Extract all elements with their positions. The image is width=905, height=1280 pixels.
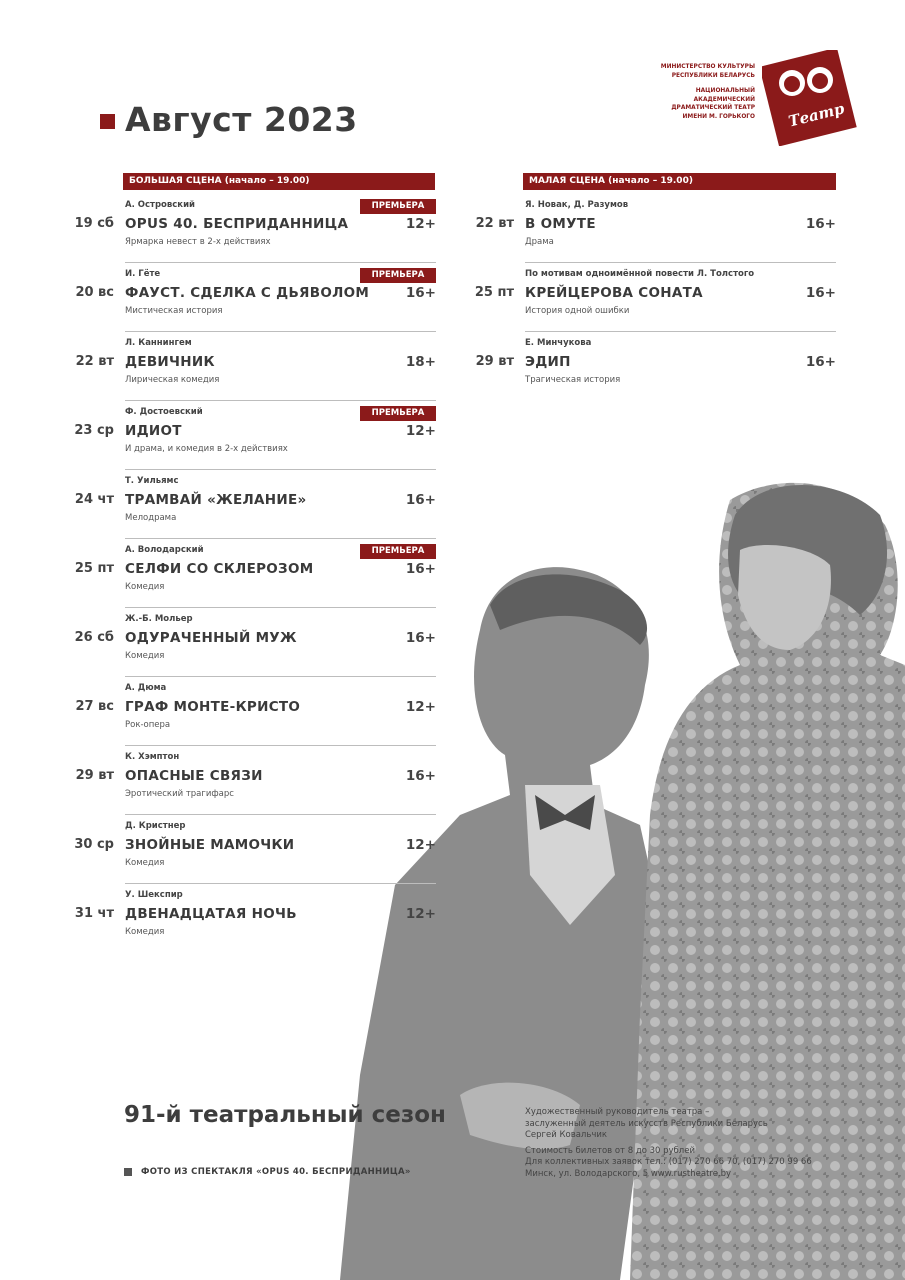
age-rating: 16+: [405, 492, 436, 508]
age-rating: 16+: [805, 285, 836, 301]
photo-caption-text: ФОТО ИЗ СПЕКТАКЛЯ «OPUS 40. БЕСПРИДАННИЦА»: [141, 1167, 411, 1177]
event-row: [60, 332, 436, 401]
event-title: ГРАФ МОНТЕ-КРИСТО: [125, 699, 301, 715]
age-rating: 16+: [805, 354, 836, 370]
event-title: ФАУСТ. СДЕЛКА С ДЬЯВОЛОМ: [125, 285, 370, 301]
event-date: 29 вт: [75, 768, 114, 783]
event-row: [460, 263, 836, 332]
event-title: ДЕВИЧНИК: [125, 354, 215, 370]
ministry-line: МИНИСТЕРСТВО КУЛЬТУРЫ: [660, 62, 755, 70]
event-genre: Комедия: [125, 927, 165, 937]
event-genre: Комедия: [125, 858, 165, 868]
event-genre: Комедия: [125, 582, 165, 592]
event-author: По мотивам одноимённой повести Л. Толстого: [525, 269, 755, 279]
credits-line: Стоимость билетов от 8 до 30 рублей: [525, 1145, 695, 1156]
age-rating: 16+: [805, 216, 836, 232]
event-date: 25 пт: [474, 285, 514, 300]
event-author: А. Володарский: [125, 545, 204, 555]
event-title: КРЕЙЦЕРОВА СОНАТА: [525, 285, 703, 301]
event-title: ЭДИП: [525, 354, 571, 370]
event-date: 26 сб: [74, 630, 114, 645]
age-rating: 18+: [405, 354, 436, 370]
premiere-badge: ПРЕМЬЕРА: [360, 268, 436, 283]
event-author: К. Хэмптон: [125, 752, 180, 762]
event-genre: Мелодрама: [125, 513, 177, 523]
event-author: Е. Минчукова: [525, 338, 592, 348]
age-rating: 12+: [405, 216, 436, 232]
premiere-badge: ПРЕМЬЕРА: [360, 544, 436, 559]
big-stage-events: [60, 194, 436, 953]
event-date: 20 вс: [75, 285, 114, 300]
theatre-line: АКАДЕМИЧЕСКИЙ: [693, 94, 755, 103]
page-title: Август 2023: [125, 100, 358, 139]
event-title: ОДУРАЧЕННЫЙ МУЖ: [125, 630, 297, 646]
credits: [525, 1107, 825, 1180]
season-label: 91-й театральный сезон: [124, 1102, 446, 1128]
caption-marker: [124, 1168, 132, 1176]
theatre-line: НАЦИОНАЛЬНЫЙ: [695, 86, 755, 94]
ministry-line: РЕСПУБЛИКИ БЕЛАРУСЬ: [671, 70, 755, 79]
theatre-logo: [762, 50, 858, 146]
credits-line: Сергей Ковальчик: [525, 1130, 608, 1140]
small-stage-header: МАЛАЯ СЦЕНА (начало – 19.00): [523, 173, 836, 190]
theatre-line: ДРАМАТИЧЕСКИЙ ТЕАТР: [671, 103, 755, 111]
event-author: И. Гёте: [125, 269, 161, 279]
event-title: ИДИОТ: [125, 423, 182, 439]
event-author: Л. Каннингем: [125, 338, 192, 348]
event-genre: И драма, и комедия в 2-х действиях: [125, 444, 288, 454]
organization-name: [650, 62, 755, 120]
event-date: 23 ср: [74, 423, 114, 438]
event-author: Ф. Достоевский: [125, 407, 203, 417]
event-genre: Эротический трагифарс: [125, 789, 234, 799]
event-row: [60, 194, 436, 263]
event-row: [60, 470, 436, 539]
event-date: 19 сб: [74, 216, 114, 231]
event-genre: Драма: [525, 237, 554, 247]
credits-line: заслуженный деятель искусств Республики Беларусь: [525, 1118, 768, 1129]
event-title: В ОМУТЕ: [525, 216, 596, 232]
event-genre: Трагическая история: [525, 375, 621, 385]
premiere-badge: ПРЕМЬЕРА: [360, 406, 436, 421]
age-rating: 16+: [405, 561, 436, 577]
event-date: 30 ср: [74, 837, 114, 852]
event-row: [60, 263, 436, 332]
event-author: А. Дюма: [125, 683, 167, 693]
age-rating: 12+: [405, 699, 436, 715]
event-row: [60, 401, 436, 470]
age-rating: 16+: [405, 630, 436, 646]
event-title: OPUS 40. БЕСПРИДАННИЦА: [125, 216, 349, 232]
credits-line: Минск, ул. Володарского, 5 www.rustheatre.by: [525, 1168, 732, 1179]
event-row: [460, 194, 836, 263]
event-genre: Лирическая комедия: [125, 375, 220, 385]
event-date: 25 пт: [74, 561, 114, 576]
event-author: Ж.-Б. Мольер: [125, 614, 193, 624]
event-date: 31 чт: [74, 906, 114, 921]
event-date: 27 вс: [75, 699, 114, 714]
credits-line: Художественный руководитель театра –: [525, 1107, 710, 1117]
event-row: [60, 677, 436, 746]
event-date: 29 вт: [475, 354, 514, 369]
age-rating: 16+: [405, 285, 436, 301]
photo-caption: [124, 1167, 411, 1177]
theatre-line: ИМЕНИ М. ГОРЬКОГО: [682, 111, 755, 120]
event-title: ДВЕНАДЦАТАЯ НОЧЬ: [125, 906, 297, 922]
age-rating: 12+: [405, 906, 436, 922]
event-row: [60, 746, 436, 815]
event-date: 22 вт: [75, 354, 114, 369]
event-genre: Мистическая история: [125, 306, 223, 316]
premiere-badge: ПРЕМЬЕРА: [360, 199, 436, 214]
event-genre: Рок-опера: [125, 720, 171, 730]
event-title: ТРАМВАЙ «ЖЕЛАНИЕ»: [125, 492, 307, 508]
event-author: У. Шекспир: [125, 890, 183, 900]
event-author: Я. Новак, Д. Разумов: [525, 200, 629, 210]
page-title-row: [100, 100, 358, 139]
event-title: СЕЛФИ СО СКЛЕРОЗОМ: [125, 561, 314, 577]
event-row: [60, 608, 436, 677]
event-author: А. Островский: [125, 200, 195, 210]
credits-line: Для коллективных заявок тел.: (017) 270 66 70, (017) 270 99 66: [525, 1157, 812, 1167]
event-author: Д. Кристнер: [125, 821, 186, 831]
age-rating: 12+: [405, 837, 436, 853]
age-rating: 16+: [405, 768, 436, 784]
event-genre: Ярмарка невест в 2-х действиях: [125, 237, 271, 247]
event-row: [60, 884, 436, 953]
event-date: 22 вт: [475, 216, 514, 231]
big-stage-header: БОЛЬШАЯ СЦЕНА (начало – 19.00): [123, 173, 435, 190]
event-author: Т. Уильямс: [125, 476, 179, 486]
svg-text:Театр: Театр: [786, 99, 847, 131]
small-stage-events: [460, 194, 836, 401]
title-marker: [100, 114, 115, 129]
event-genre: История одной ошибки: [525, 306, 630, 316]
event-date: 24 чт: [74, 492, 114, 507]
event-title: ОПАСНЫЕ СВЯЗИ: [125, 768, 263, 784]
event-title: ЗНОЙНЫЕ МАМОЧКИ: [125, 837, 295, 853]
age-rating: 12+: [405, 423, 436, 439]
event-genre: Комедия: [125, 651, 165, 661]
event-row: [60, 815, 436, 884]
event-row: [460, 332, 836, 401]
event-row: [60, 539, 436, 608]
